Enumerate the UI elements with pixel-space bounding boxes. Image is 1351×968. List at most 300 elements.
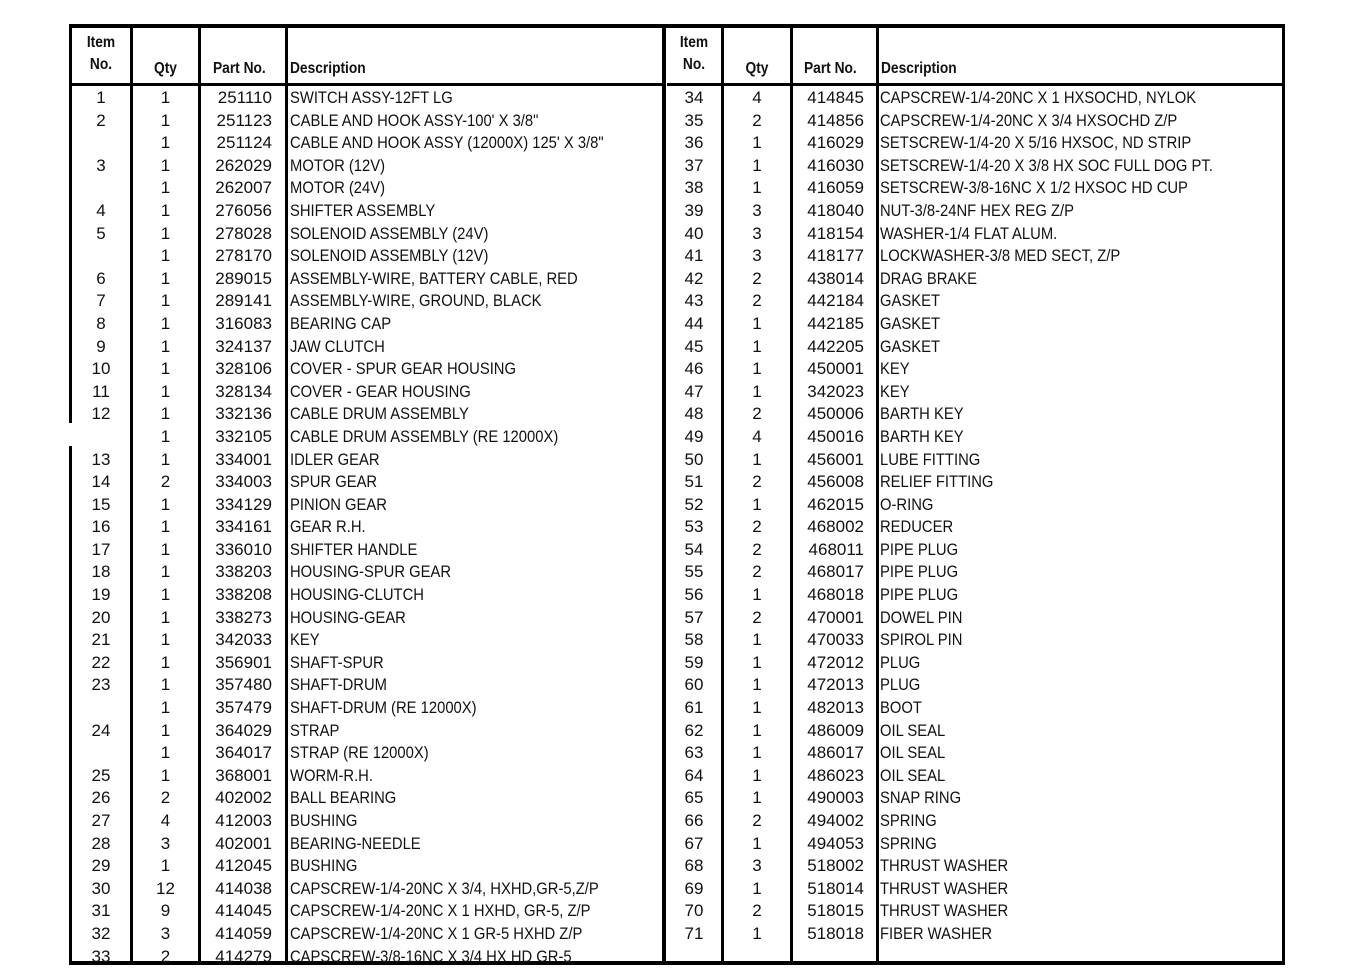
table-row [667, 810, 1282, 833]
part-no-cell: 414845 [807, 88, 864, 107]
part-no-cell: 289141 [215, 291, 272, 311]
item-no-cell: 45 [684, 336, 704, 356]
part-no-cell: 332105 [215, 426, 272, 446]
table-row [72, 674, 664, 697]
part-no-cell: 412003 [215, 811, 272, 830]
table-row [72, 87, 664, 110]
description-cell: CAPSCREW-3/8-16NC X 3/4 HX HD GR-5 [290, 946, 572, 966]
part-no-cell: 450016 [807, 426, 864, 446]
table-row [72, 471, 664, 494]
description-cell: BEARING CAP [290, 313, 392, 333]
description-cell: JAW CLUTCH [290, 336, 385, 356]
qty-cell: 1 [160, 381, 171, 401]
qty-cell: 9 [160, 901, 171, 921]
qty-cell: 1 [160, 585, 171, 605]
qty-cell: 2 [752, 472, 762, 492]
item-no-cell: 38 [684, 178, 704, 198]
part-no-cell: 262007 [215, 178, 272, 198]
qty-cell: 1 [752, 698, 762, 718]
description-cell: BARTH KEY [880, 404, 964, 424]
item-no-cell: 11 [92, 381, 110, 401]
qty-cell: 1 [160, 856, 171, 876]
qty-cell: 3 [160, 923, 171, 943]
qty-cell: 4 [752, 426, 762, 446]
table-row [667, 110, 1282, 133]
description-cell: SHIFTER HANDLE [290, 539, 418, 559]
description-cell: STRAP [290, 720, 340, 740]
part-no-cell: 338208 [215, 585, 272, 605]
qty-cell: 2 [160, 788, 171, 808]
item-no-cell: 48 [684, 404, 704, 424]
item-no-cell: 35 [684, 110, 704, 130]
qty-cell: 1 [160, 675, 171, 695]
qty-cell: 3 [752, 200, 762, 220]
description-cell: LUBE FITTING [880, 449, 981, 469]
qty-cell: 1 [160, 630, 171, 650]
description-cell: WASHER-1/4 FLAT ALUM. [880, 223, 1058, 243]
parts-rows-left [72, 87, 664, 968]
part-no-cell: 357479 [215, 698, 272, 718]
table-row [72, 787, 664, 810]
description-cell: CABLE AND HOOK ASSY-100' X 3/8" [290, 110, 539, 130]
item-no-cell: 57 [684, 607, 704, 627]
qty-cell: 1 [160, 698, 171, 718]
part-no-cell: 442205 [807, 336, 864, 356]
part-no-cell: 482013 [807, 698, 864, 718]
description-cell: GEAR R.H. [290, 517, 366, 537]
table-row [667, 381, 1282, 404]
qty-cell: 1 [160, 88, 171, 107]
description-cell: SPUR GEAR [290, 472, 378, 492]
item-no-cell: 26 [91, 788, 111, 808]
description-cell: KEY [880, 359, 910, 379]
table-row [72, 742, 664, 765]
item-no-cell: 21 [91, 630, 111, 650]
table-row [667, 878, 1282, 901]
qty-cell: 1 [160, 178, 171, 198]
qty-cell: 3 [752, 856, 762, 876]
part-no-cell: 468002 [807, 517, 864, 537]
part-no-cell: 470001 [807, 607, 864, 627]
part-no-cell: 251124 [216, 133, 272, 153]
item-no-cell: 49 [684, 426, 704, 446]
description-cell: KEY [880, 381, 910, 401]
description-cell: OIL SEAL [880, 720, 946, 740]
part-no-cell: 518002 [807, 856, 864, 876]
part-no-cell: 334161 [215, 517, 272, 537]
item-no-cell: 64 [684, 765, 704, 785]
item-no-cell: 2 [96, 110, 106, 130]
table-row [667, 561, 1282, 584]
part-no-cell: 414038 [215, 878, 272, 898]
table-row [667, 742, 1282, 765]
description-cell: PLUG [880, 652, 921, 672]
description-cell: SETSCREW-1/4-20 X 3/8 HX SOC FULL DOG PT. [880, 155, 1213, 175]
item-no-cell: 25 [91, 765, 111, 785]
description-cell: DOWEL PIN [880, 607, 963, 627]
description-cell: DRAG BRAKE [880, 268, 977, 288]
item-no-cell: 22 [91, 652, 111, 672]
item-no-cell: 67 [684, 833, 704, 853]
part-no-cell: 472013 [807, 675, 864, 695]
item-no-cell: 63 [684, 743, 704, 763]
description-cell: BOOT [880, 698, 922, 718]
table-row [72, 200, 664, 223]
part-no-cell: 494002 [807, 811, 864, 830]
qty-cell: 4 [160, 811, 171, 830]
qty-cell: 2 [752, 110, 762, 130]
part-no-cell: 334001 [215, 449, 272, 469]
description-cell: WORM-R.H. [290, 765, 373, 785]
description-cell: SWITCH ASSY-12FT LG [290, 88, 453, 107]
description-cell: REDUCER [880, 517, 954, 537]
table-row [72, 539, 664, 562]
description-cell: COVER - SPUR GEAR HOUSING [290, 359, 516, 379]
item-no-cell: 60 [684, 675, 704, 695]
qty-cell: 1 [160, 336, 171, 356]
description-cell: NUT-3/8-24NF HEX REG Z/P [880, 200, 1074, 220]
qty-cell: 1 [752, 652, 762, 672]
description-cell: CAPSCREW-1/4-20NC X 3/4 HXSOCHD Z/P [880, 110, 1178, 130]
qty-cell: 1 [752, 878, 762, 898]
description-cell: SHIFTER ASSEMBLY [290, 200, 436, 220]
description-cell: CAPSCREW-1/4-20NC X 3/4, HXHD,GR-5,Z/P [290, 878, 599, 898]
description-cell: THRUST WASHER [880, 878, 1009, 898]
item-no-cell: 46 [684, 359, 704, 379]
part-no-cell: 402001 [215, 833, 272, 853]
header-rule [667, 83, 1282, 86]
part-no-cell: 490003 [807, 788, 864, 808]
part-no-cell: 416059 [807, 178, 864, 198]
description-cell: SHAFT-DRUM (RE 12000X) [290, 698, 477, 718]
item-no-cell: 68 [684, 856, 704, 876]
qty-cell: 3 [160, 833, 171, 853]
description-cell: HOUSING-GEAR [290, 607, 406, 627]
table-row [667, 200, 1282, 223]
parts-rows-right [667, 87, 1282, 946]
part-no-cell: 412045 [215, 856, 272, 876]
qty-cell: 2 [752, 268, 762, 288]
table-row [72, 403, 664, 426]
item-no-cell: 55 [684, 562, 704, 582]
qty-cell: 1 [160, 743, 171, 763]
table-row [72, 381, 664, 404]
part-no-cell: 416030 [807, 155, 864, 175]
part-no-cell: 418040 [807, 200, 864, 220]
table-row [72, 110, 664, 133]
description-cell: LOCKWASHER-3/8 MED SECT, Z/P [880, 246, 1121, 266]
table-row [667, 358, 1282, 381]
qty-cell: 2 [752, 562, 762, 582]
item-no-cell: 44 [684, 313, 704, 333]
description-cell: O-RING [880, 494, 934, 514]
description-cell: MOTOR (24V) [290, 178, 386, 198]
table-row [72, 494, 664, 517]
part-no-cell: 251110 [217, 88, 272, 107]
item-no-cell: 52 [684, 494, 704, 514]
table-row [72, 155, 664, 178]
item-no-cell: 50 [684, 449, 704, 469]
part-no-cell: 357480 [215, 675, 272, 695]
qty-cell: 1 [752, 359, 762, 379]
header-rule [72, 83, 664, 86]
part-no-cell: 456001 [807, 449, 864, 469]
qty-cell: 1 [160, 517, 171, 537]
item-no-cell: 3 [96, 155, 106, 175]
part-no-cell: 518015 [807, 901, 864, 921]
qty-cell: 1 [752, 494, 762, 514]
item-no-cell: 1 [96, 88, 106, 107]
table-row [72, 132, 664, 155]
qty-cell: 1 [160, 494, 171, 514]
part-no-cell: 418154 [807, 223, 864, 243]
description-cell: BUSHING [290, 856, 358, 876]
part-no-cell: 278028 [215, 223, 272, 243]
qty-cell: 2 [752, 811, 762, 830]
item-no-cell: 69 [684, 878, 704, 898]
part-no-cell: 334003 [215, 472, 272, 492]
table-row [72, 652, 664, 675]
qty-cell: 1 [752, 765, 762, 785]
part-no-cell: 338203 [215, 562, 272, 582]
item-no-cell: 37 [684, 155, 704, 175]
item-no-cell: 27 [91, 811, 111, 830]
qty-cell: 1 [752, 788, 762, 808]
item-no-cell: 4 [96, 200, 106, 220]
item-no-cell: 23 [91, 675, 111, 695]
part-no-cell: 486023 [807, 765, 864, 785]
table-row [72, 223, 664, 246]
table-row [72, 765, 664, 788]
qty-cell: 1 [160, 359, 171, 379]
part-no-cell: 316083 [215, 313, 272, 333]
table-row [72, 607, 664, 630]
item-no-cell: 8 [96, 313, 106, 333]
qty-cell: 2 [752, 517, 762, 537]
item-no-cell: 51 [684, 472, 704, 492]
description-cell: CAPSCREW-1/4-20NC X 1 HXHD, GR-5, Z/P [290, 901, 591, 921]
table-row [72, 290, 664, 313]
description-cell: OIL SEAL [880, 765, 946, 785]
item-no-cell: 71 [684, 923, 704, 943]
description-cell: SHAFT-DRUM [290, 675, 387, 695]
item-no-cell: 7 [96, 291, 106, 311]
qty-cell: 1 [160, 607, 171, 627]
qty-cell: 1 [160, 223, 171, 243]
item-no-cell: 13 [91, 449, 111, 469]
item-no-cell: 18 [91, 562, 111, 582]
item-no-cell: 62 [684, 720, 704, 740]
part-no-cell: 468017 [807, 562, 864, 582]
description-cell: SETSCREW-1/4-20 X 5/16 HXSOC, ND STRIP [880, 133, 1192, 153]
table-row [72, 584, 664, 607]
description-cell: HOUSING-SPUR GEAR [290, 562, 452, 582]
part-no-cell: 332136 [215, 404, 272, 424]
table-row [72, 720, 664, 743]
part-no-cell: 450006 [807, 404, 864, 424]
description-cell: COVER - GEAR HOUSING [290, 381, 471, 401]
table-row [72, 177, 664, 200]
qty-cell: 1 [752, 630, 762, 650]
qty-cell: 1 [160, 765, 171, 785]
part-no-cell: 342023 [807, 381, 864, 401]
qty-cell: 1 [160, 268, 171, 288]
table-row [667, 426, 1282, 449]
part-no-cell: 470033 [807, 630, 864, 650]
part-no-cell: 251123 [216, 110, 272, 130]
part-no-cell: 418177 [807, 246, 864, 266]
item-no-cell: 41 [684, 246, 704, 266]
item-no-cell: 28 [91, 833, 111, 853]
header-item-no: Item No. [679, 34, 709, 73]
item-no-cell: 29 [91, 856, 111, 876]
description-cell: CABLE DRUM ASSEMBLY [290, 404, 469, 424]
table-row [667, 155, 1282, 178]
part-no-cell: 450001 [807, 359, 864, 379]
qty-cell: 1 [160, 133, 171, 153]
description-cell: IDLER GEAR [290, 449, 380, 469]
item-no-cell: 66 [684, 811, 704, 830]
table-row [72, 855, 664, 878]
item-no-cell: 42 [684, 268, 704, 288]
item-no-cell: 61 [684, 698, 704, 718]
item-no-cell: 31 [91, 901, 111, 921]
part-no-cell: 486017 [807, 743, 864, 763]
item-no-cell: 24 [91, 720, 111, 740]
part-no-cell: 356901 [215, 652, 272, 672]
item-no-cell: 34 [684, 88, 704, 107]
qty-cell: 1 [752, 720, 762, 740]
qty-cell: 2 [752, 291, 762, 311]
table-row [667, 132, 1282, 155]
part-no-cell: 364029 [215, 720, 272, 740]
item-no-cell: 58 [684, 630, 704, 650]
table-row [667, 923, 1282, 946]
table-row [72, 313, 664, 336]
qty-cell: 1 [752, 313, 762, 333]
qty-cell: 1 [752, 743, 762, 763]
table-row [667, 584, 1282, 607]
qty-cell: 1 [160, 404, 171, 424]
description-cell: ASSEMBLY-WIRE, GROUND, BLACK [290, 291, 542, 311]
part-no-cell: 414856 [807, 110, 864, 130]
description-cell: BEARING-NEEDLE [290, 833, 421, 853]
header-part-no: Part No. [804, 60, 857, 77]
qty-cell: 2 [752, 607, 762, 627]
part-no-cell: 494053 [807, 833, 864, 853]
qty-cell: 1 [160, 426, 171, 446]
qty-cell: 1 [160, 155, 171, 175]
part-no-cell: 364017 [215, 743, 272, 763]
item-no-cell: 59 [684, 652, 704, 672]
description-cell: GASKET [880, 313, 941, 333]
table-row [667, 494, 1282, 517]
description-cell: SHAFT-SPUR [290, 652, 384, 672]
description-cell: KEY [290, 630, 320, 650]
part-no-cell: 414045 [215, 901, 272, 921]
qty-cell: 1 [752, 675, 762, 695]
description-cell: SETSCREW-3/8-16NC X 1/2 HXSOC HD CUP [880, 178, 1188, 198]
description-cell: PLUG [880, 675, 921, 695]
item-no-cell: 43 [684, 291, 704, 311]
description-cell: SOLENOID ASSEMBLY (24V) [290, 223, 489, 243]
header-item-no: Item No. [86, 34, 116, 73]
description-cell: CAPSCREW-1/4-20NC X 1 HXSOCHD, NYLOK [880, 88, 1197, 107]
part-no-cell: 328106 [215, 359, 272, 379]
item-no-cell: 65 [684, 788, 704, 808]
qty-cell: 1 [752, 449, 762, 469]
table-row [667, 336, 1282, 359]
description-cell: THRUST WASHER [880, 856, 1009, 876]
description-cell: SOLENOID ASSEMBLY (12V) [290, 246, 489, 266]
part-no-cell: 402002 [215, 788, 272, 808]
table-row [667, 900, 1282, 923]
description-cell: PIPE PLUG [880, 562, 959, 582]
part-no-cell: 456008 [807, 472, 864, 492]
qty-cell: 1 [752, 381, 762, 401]
part-no-cell: 289015 [215, 268, 272, 288]
part-no-cell: 468018 [807, 585, 864, 605]
qty-cell: 1 [752, 833, 762, 853]
part-no-cell: 338273 [215, 607, 272, 627]
item-no-cell: 17 [91, 539, 111, 559]
table-row [72, 946, 664, 968]
description-cell: BUSHING [290, 811, 358, 830]
table-row [72, 810, 664, 833]
table-row [667, 177, 1282, 200]
qty-cell: 1 [752, 336, 762, 356]
part-no-cell: 472012 [807, 652, 864, 672]
item-no-cell: 16 [91, 517, 111, 537]
table-row [72, 923, 664, 946]
qty-cell: 1 [160, 291, 171, 311]
item-no-cell: 36 [684, 133, 704, 153]
table-row [667, 652, 1282, 675]
table-row [667, 290, 1282, 313]
part-no-cell: 414279 [215, 946, 272, 966]
table-row [667, 607, 1282, 630]
part-no-cell: 368001 [215, 765, 272, 785]
table-row [667, 516, 1282, 539]
table-center-divider [662, 28, 666, 961]
qty-cell: 4 [752, 88, 762, 107]
item-no-cell: 39 [684, 200, 704, 220]
header-qty: Qty [154, 60, 177, 77]
description-cell: CAPSCREW-1/4-20NC X 1 GR-5 HXHD Z/P [290, 923, 583, 943]
qty-cell: 1 [160, 200, 171, 220]
part-no-cell: 442185 [807, 313, 864, 333]
part-no-cell: 276056 [215, 200, 272, 220]
part-no-cell: 414059 [215, 923, 272, 943]
item-no-cell: 5 [96, 223, 106, 243]
description-cell: HOUSING-CLUTCH [290, 585, 424, 605]
header-description: Description [290, 60, 366, 77]
description-cell: SPIROL PIN [880, 630, 963, 650]
parts-table-right-half [667, 28, 1282, 961]
part-no-cell: 336010 [215, 539, 272, 559]
table-row [72, 449, 664, 472]
table-row [667, 765, 1282, 788]
part-no-cell: 262029 [215, 155, 272, 175]
item-no-cell: 12 [91, 404, 111, 424]
qty-cell: 2 [160, 946, 171, 966]
qty-cell: 1 [752, 923, 762, 943]
header-part-no: Part No. [213, 60, 266, 77]
description-cell: BALL BEARING [290, 788, 397, 808]
table-row [667, 313, 1282, 336]
table-row [72, 629, 664, 652]
header-description: Description [881, 60, 957, 77]
